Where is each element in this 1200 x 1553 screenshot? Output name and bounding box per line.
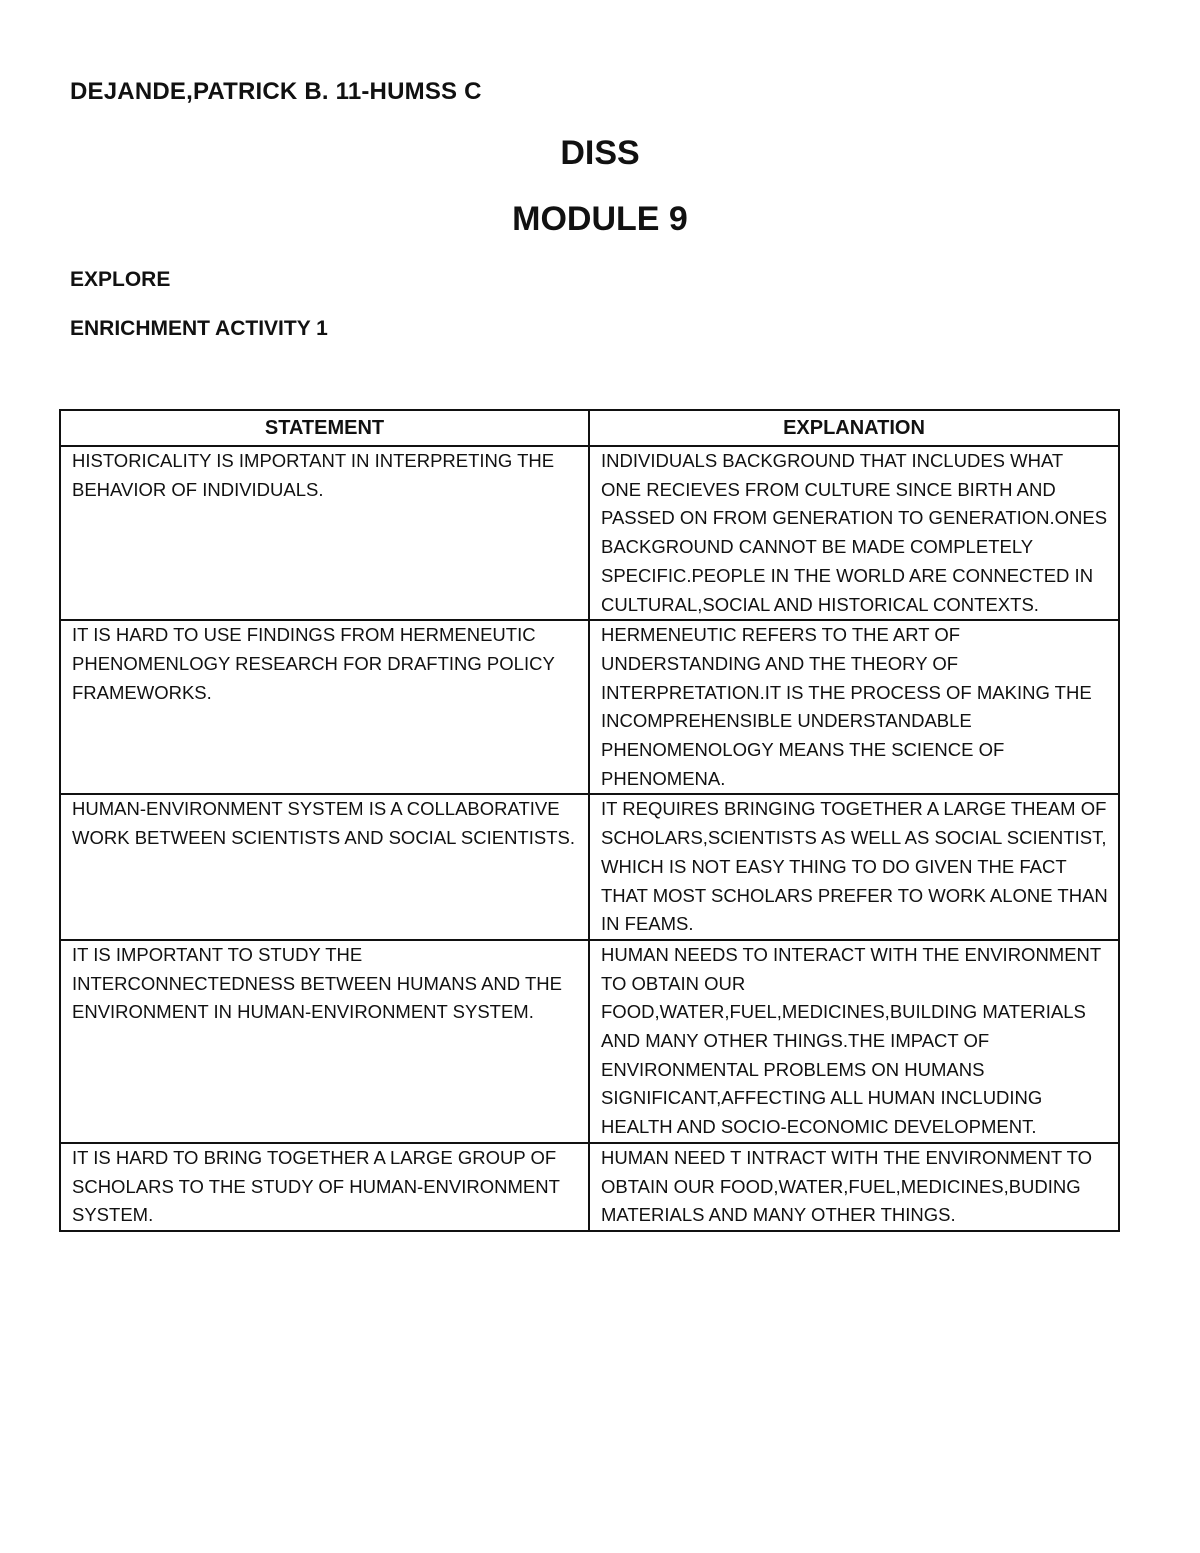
explanation-cell: HUMAN NEEDS TO INTERACT WITH THE ENVIRONMENT TO OBTAIN OUR FOOD,WATER,FUEL,MEDICINES,BUILDING MATERIALS AND MANY OTHER THINGS.THE IMPACT OF ENVIRONMENTAL PROBLEMS ON HUMANS SIGNIFICANT,AFFECTING ALL HUMAN INCLUDING HEALTH AND SOCIO-ECONOMIC DEVELOPMENT. — [589, 940, 1119, 1143]
statement-column-header: STATEMENT — [60, 410, 589, 446]
explanation-column-header: EXPLANATION — [589, 410, 1119, 446]
module-title: MODULE 9 — [512, 200, 688, 238]
student-name-line: DEJANDE,PATRICK B. 11-HUMSS C — [70, 78, 482, 105]
table-row — [60, 940, 1119, 1143]
explanation-cell: INDIVIDUALS BACKGROUND THAT INCLUDES WHAT ONE RECIEVES FROM CULTURE SINCE BIRTH AND PASSED ON FROM GENERATION TO GENERATION.ONES BACKGROUND CANNOT BE MADE COMPLETELY SPECIFIC.PEOPLE IN THE WORLD ARE CONNECTED IN CULTURAL,SOCIAL AND HISTORICAL CONTEXTS. — [589, 446, 1119, 620]
explore-heading: EXPLORE — [70, 268, 171, 291]
statement-cell: IT IS HARD TO BRING TOGETHER A LARGE GROUP OF SCHOLARS TO THE STUDY OF HUMAN-ENVIRONMENT SYSTEM. — [60, 1143, 589, 1231]
table-row — [60, 794, 1119, 940]
table-row — [60, 1143, 1119, 1231]
statement-cell: IT IS HARD TO USE FINDINGS FROM HERMENEUTIC PHENOMENLOGY RESEARCH FOR DRAFTING POLICY FRAMEWORKS. — [60, 620, 589, 794]
explanation-cell: HUMAN NEED T INTRACT WITH THE ENVIRONMENT TO OBTAIN OUR FOOD,WATER,FUEL,MEDICINES,BUDING MATERIALS AND MANY OTHER THINGS. — [589, 1143, 1119, 1231]
table-row — [60, 620, 1119, 794]
statement-cell: IT IS IMPORTANT TO STUDY THE INTERCONNECTEDNESS BETWEEN HUMANS AND THE ENVIRONMENT IN HUMAN-ENVIRONMENT SYSTEM. — [60, 940, 589, 1143]
table-row — [60, 446, 1119, 620]
explanation-cell: HERMENEUTIC REFERS TO THE ART OF UNDERSTANDING AND THE THEORY OF INTERPRETATION.IT IS THE PROCESS OF MAKING THE INCOMPREHENSIBLE UNDERSTANDABLE PHENOMENOLOGY MEANS THE SCIENCE OF PHENOMENA. — [589, 620, 1119, 794]
activity-heading: ENRICHMENT ACTIVITY 1 — [70, 317, 328, 340]
table-header-row — [60, 410, 1119, 446]
statement-cell: HUMAN-ENVIRONMENT SYSTEM IS A COLLABORATIVE WORK BETWEEN SCIENTISTS AND SOCIAL SCIENTISTS. — [60, 794, 589, 940]
statement-cell: HISTORICALITY IS IMPORTANT IN INTERPRETING THE BEHAVIOR OF INDIVIDUALS. — [60, 446, 589, 620]
subject-title: DISS — [560, 134, 640, 172]
statement-explanation-table — [59, 409, 1120, 1232]
explanation-cell: IT REQUIRES BRINGING TOGETHER A LARGE THEAM OF SCHOLARS,SCIENTISTS AS WELL AS SOCIAL SCIENTIST, WHICH IS NOT EASY THING TO DO GIVEN THE FACT THAT MOST SCHOLARS PREFER TO WORK ALONE THAN IN FEAMS. — [589, 794, 1119, 940]
